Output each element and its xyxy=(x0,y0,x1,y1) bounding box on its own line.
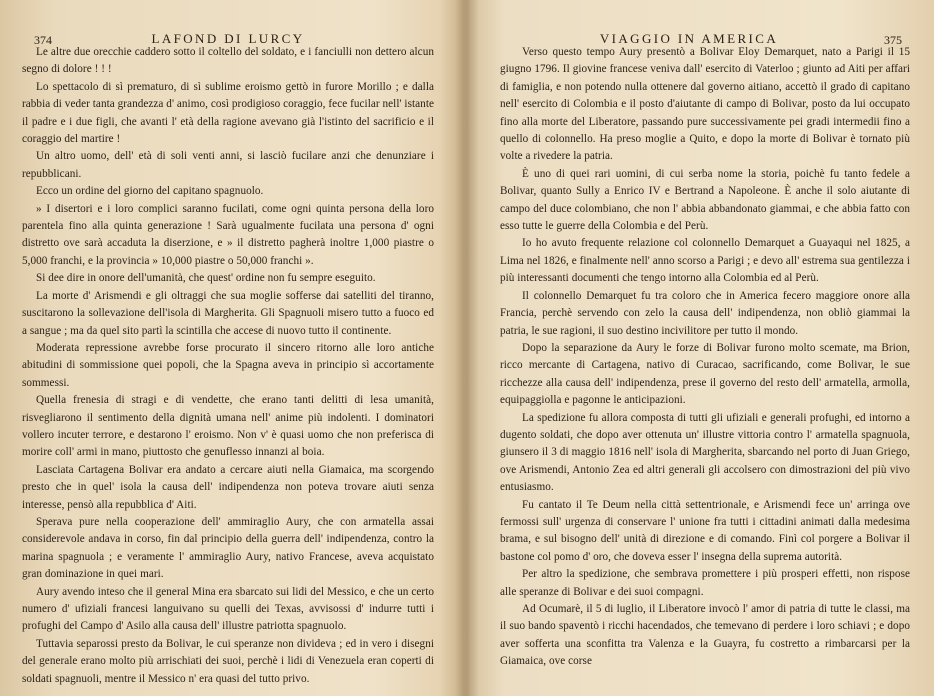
paragraph: Quella frenesia di stragi e di vendette, che erano tanti delitti di lesa umanità, risvegliarono il sentimento della dignità umana nell' anime più indolenti. I dominatori vollero incuter terrore, e destarono l' eroismo. Non v' è quasi uomo che non preferisca di morire coll' armi in mano, piuttosto che genuflesso innanzi al boia. xyxy=(22,394,434,459)
paragraph: Ad Ocumarè, il 5 di luglio, il Liberatore invocò l' amor di patria di tutte le classi, ma il suo bando spaventò i ricchi hacendados, che temevano di perdere i loro schiavi ; e dopo aver sofferta una sconfitta tra Valenza e la Guayra, fu costretto a rimbarcarsi per la Giamaica, ove corse xyxy=(500,603,910,668)
paragraph: Si dee dire in onore dell'umanità, che quest' ordine non fu sempre eseguito. xyxy=(36,272,376,285)
paragraph: Le altre due orecchie caddero sotto il coltello del soldato, e i fanciulli non dettero alcun segno di dolore ! ! ! xyxy=(22,46,434,76)
paragraph: Per altro la spedizione, che sembrava promettere i più prosperi effetti, non rispose alle speranze di Bolivar e dei suoi compagni. xyxy=(500,568,910,598)
paragraph: Io ho avuto frequente relazione col colonnello Demarquet a Guayaqui nel 1825, a Lima nel 1826, e finalmente nell' anno scorso a Parigi ; e devo all' estrema sua gentilezza i più interessanti documenti che tengo intorno alla Colombia ed al Perù. xyxy=(500,237,910,285)
paragraph: Dopo la separazione da Aury le forze di Bolivar furono molto scemate, ma Brion, ricco mercante di Cartagena, nativo di Curacao, sacrificando, come Bolivar, le sue ricchezze alla causa dell' indipendenza, prese il governo del resto dell' armatella, armolla, equipaggiolla e pagonne le anticipazioni. xyxy=(500,341,910,407)
right-page-body xyxy=(500,44,910,671)
paragraph: La spedizione fu allora composta di tutti gli ufiziali e generali profughi, ed intorno a dugento soldati, che dopo aver ottenuta un' illustre vittoria contro l' armatella spagnuola, giunsero il 3 di maggio 1816 nell' isola di Margherita, sbarcando nel porto di Juan Griego, ove Arismendi, Antonio Zea ed altri generali gli accolsero con dimostrazioni del più vivo entusiasmo. xyxy=(500,411,910,494)
right-page-number: 375 xyxy=(884,33,902,47)
paragraph: Aury avendo inteso che il general Mina era sbarcato sui lidi del Messico, e che un certo numero d' ufiziali francesi languivano su quelli dei Texas, avvisossi d' indurre tutti i profughi del Campo d' Asilo alla causa dell' illustre patriotta spagnuolo. xyxy=(22,585,434,633)
right-page xyxy=(500,0,910,696)
paragraph: Tuttavia separossi presto da Bolivar, le cui speranze non divideva ; ed in vero i disegni del generale erano molto più arrischiati dei suoi, perchè i lidi di Venezuela eran coperti di soldati spagnuoli, mentre il Messico n' era quasi del tutto privo. xyxy=(22,637,434,685)
paragraph: Lo spettacolo di sì prematuro, di sì sublime eroismo gettò in furore Morillo ; e dalla rabbia di veder tanta grandezza d' animo, così prodigioso coraggio, fece fucilar nell' istante il padre e i due figli, che avanti l' età della ragione avevano già l'istinto del sacrificio e il coraggio del martire ! xyxy=(22,80,434,146)
left-page-number: 374 xyxy=(34,33,52,47)
paragraph: Fu cantato il Te Deum nella città settentrionale, e Arismendi fece un' arringa ove fermossi sull' urgenza di conservare l' unione fra tutti i cittadini animati dalla medesima brama, e sul bisogno dell' unità di direzione e di comando. Finì col porgere a Bolivar il bastone col pomo d' oro, che doveva esser l' insegna della suprema autorità. xyxy=(500,498,910,563)
paragraph: Un altro uomo, dell' età di soli venti anni, si lasciò fucilare anzi che denunziare i repubblicani. xyxy=(22,150,434,180)
paragraph: Sperava pure nella cooperazione dell' ammiraglio Aury, che con armatella assai considerevole andava in corso, fin dal principio della guerra dell' indipendenza, contro la marina spagnuola ; e veramente l' ammiraglio Aury, nativo Francese, aveva acquistato gran dominazione in quei mari. xyxy=(22,515,434,581)
paragraph: Ecco un ordine del giorno del capitano spagnuolo. xyxy=(36,185,264,198)
paragraph: Il colonnello Demarquet fu tra coloro che in America fecero maggiore onore alla Francia, perchè servendo con zelo la causa dell' indipendenza, non obliò giammai la patria, le sue ragioni, il suo destino incivilitore per tutto il mondo. xyxy=(500,289,910,337)
paragraph: Lasciata Cartagena Bolivar era andato a cercare aiuti nella Giamaica, ma scorgendo presto che in quel' isola la causa dell' indipendenza non poteva trovare aiuti senza interesse, pensò alla repubblica d' Aiti. xyxy=(22,463,434,511)
paragraph: La morte d' Arismendi e gli oltraggi che sua moglie sofferse dai satelliti del tiranno, suscitarono la sollevazione dell'isola di Margherita. Gli Spagnuoli misero tutto a fuoco ed a sangue ; ma da quel sito partì la scintilla che accese di nuovo tutto il continente. xyxy=(22,289,434,337)
paragraph: Verso questo tempo Aury presentò a Bolivar Eloy Demarquet, nato a Parigi il 15 giugno 1796. Il giovine francese veniva dall' esercito di Vaterloo ; giunto ad Aiti per affari di famiglia, e non potendo nulla ottenere dal governo aitiano, accettò il grado di capitano nell' esercito di Colombia e il posto d'aiutante di campo di Bolivar, posto da lui occupato fino alla morte del Liberatore, passando pure successivamente pei gradi intermedii fino a quello di colonnello. Ha preso moglie a Quito, e dopo la morte di Bolivar è tornato più volte a rivedere la patria. xyxy=(500,46,910,163)
right-page-header xyxy=(500,0,910,47)
quoted-order: » I disertori e i loro complici saranno fucilati, come ogni quinta persona della loro parentela fino alla quinta generazione ! Sarà ugualmente fucilata una persona d' ogni distretto ove sarà accaduta la diserzione, e » il distretto pagherà inoltre 1,000 piastre o 5,000 franchi, e la provincia » 10,000 piastre o 50,000 franchi ». xyxy=(22,202,434,267)
paragraph: È uno di quei rari uomini, di cui serba nome la storia, poichè fu tanto fedele a Bolivar, quanto Sully a Enrico IV e Bertrand a Napoleone. È anche il solo aiutante di campo del duce colombiano, che non l' abbia abbandonato giammai, e che abbia fatto con esso tutte le guerre della Colombia e del Perù. xyxy=(500,167,910,233)
book-gutter xyxy=(455,0,479,696)
left-page-header xyxy=(22,0,434,47)
left-page-body xyxy=(22,44,434,688)
left-page xyxy=(22,0,434,696)
paragraph: Moderata repressione avrebbe forse procurato il sincero ritorno alle loro antiche abitudini di sommissione quei popoli, che la Spagna aveva in principio sì accortamente sommessi. xyxy=(22,341,434,389)
right-running-head: VIAGGIO IN AMERICA xyxy=(599,31,779,46)
left-running-head: LAFOND DI LURCY xyxy=(151,31,305,46)
